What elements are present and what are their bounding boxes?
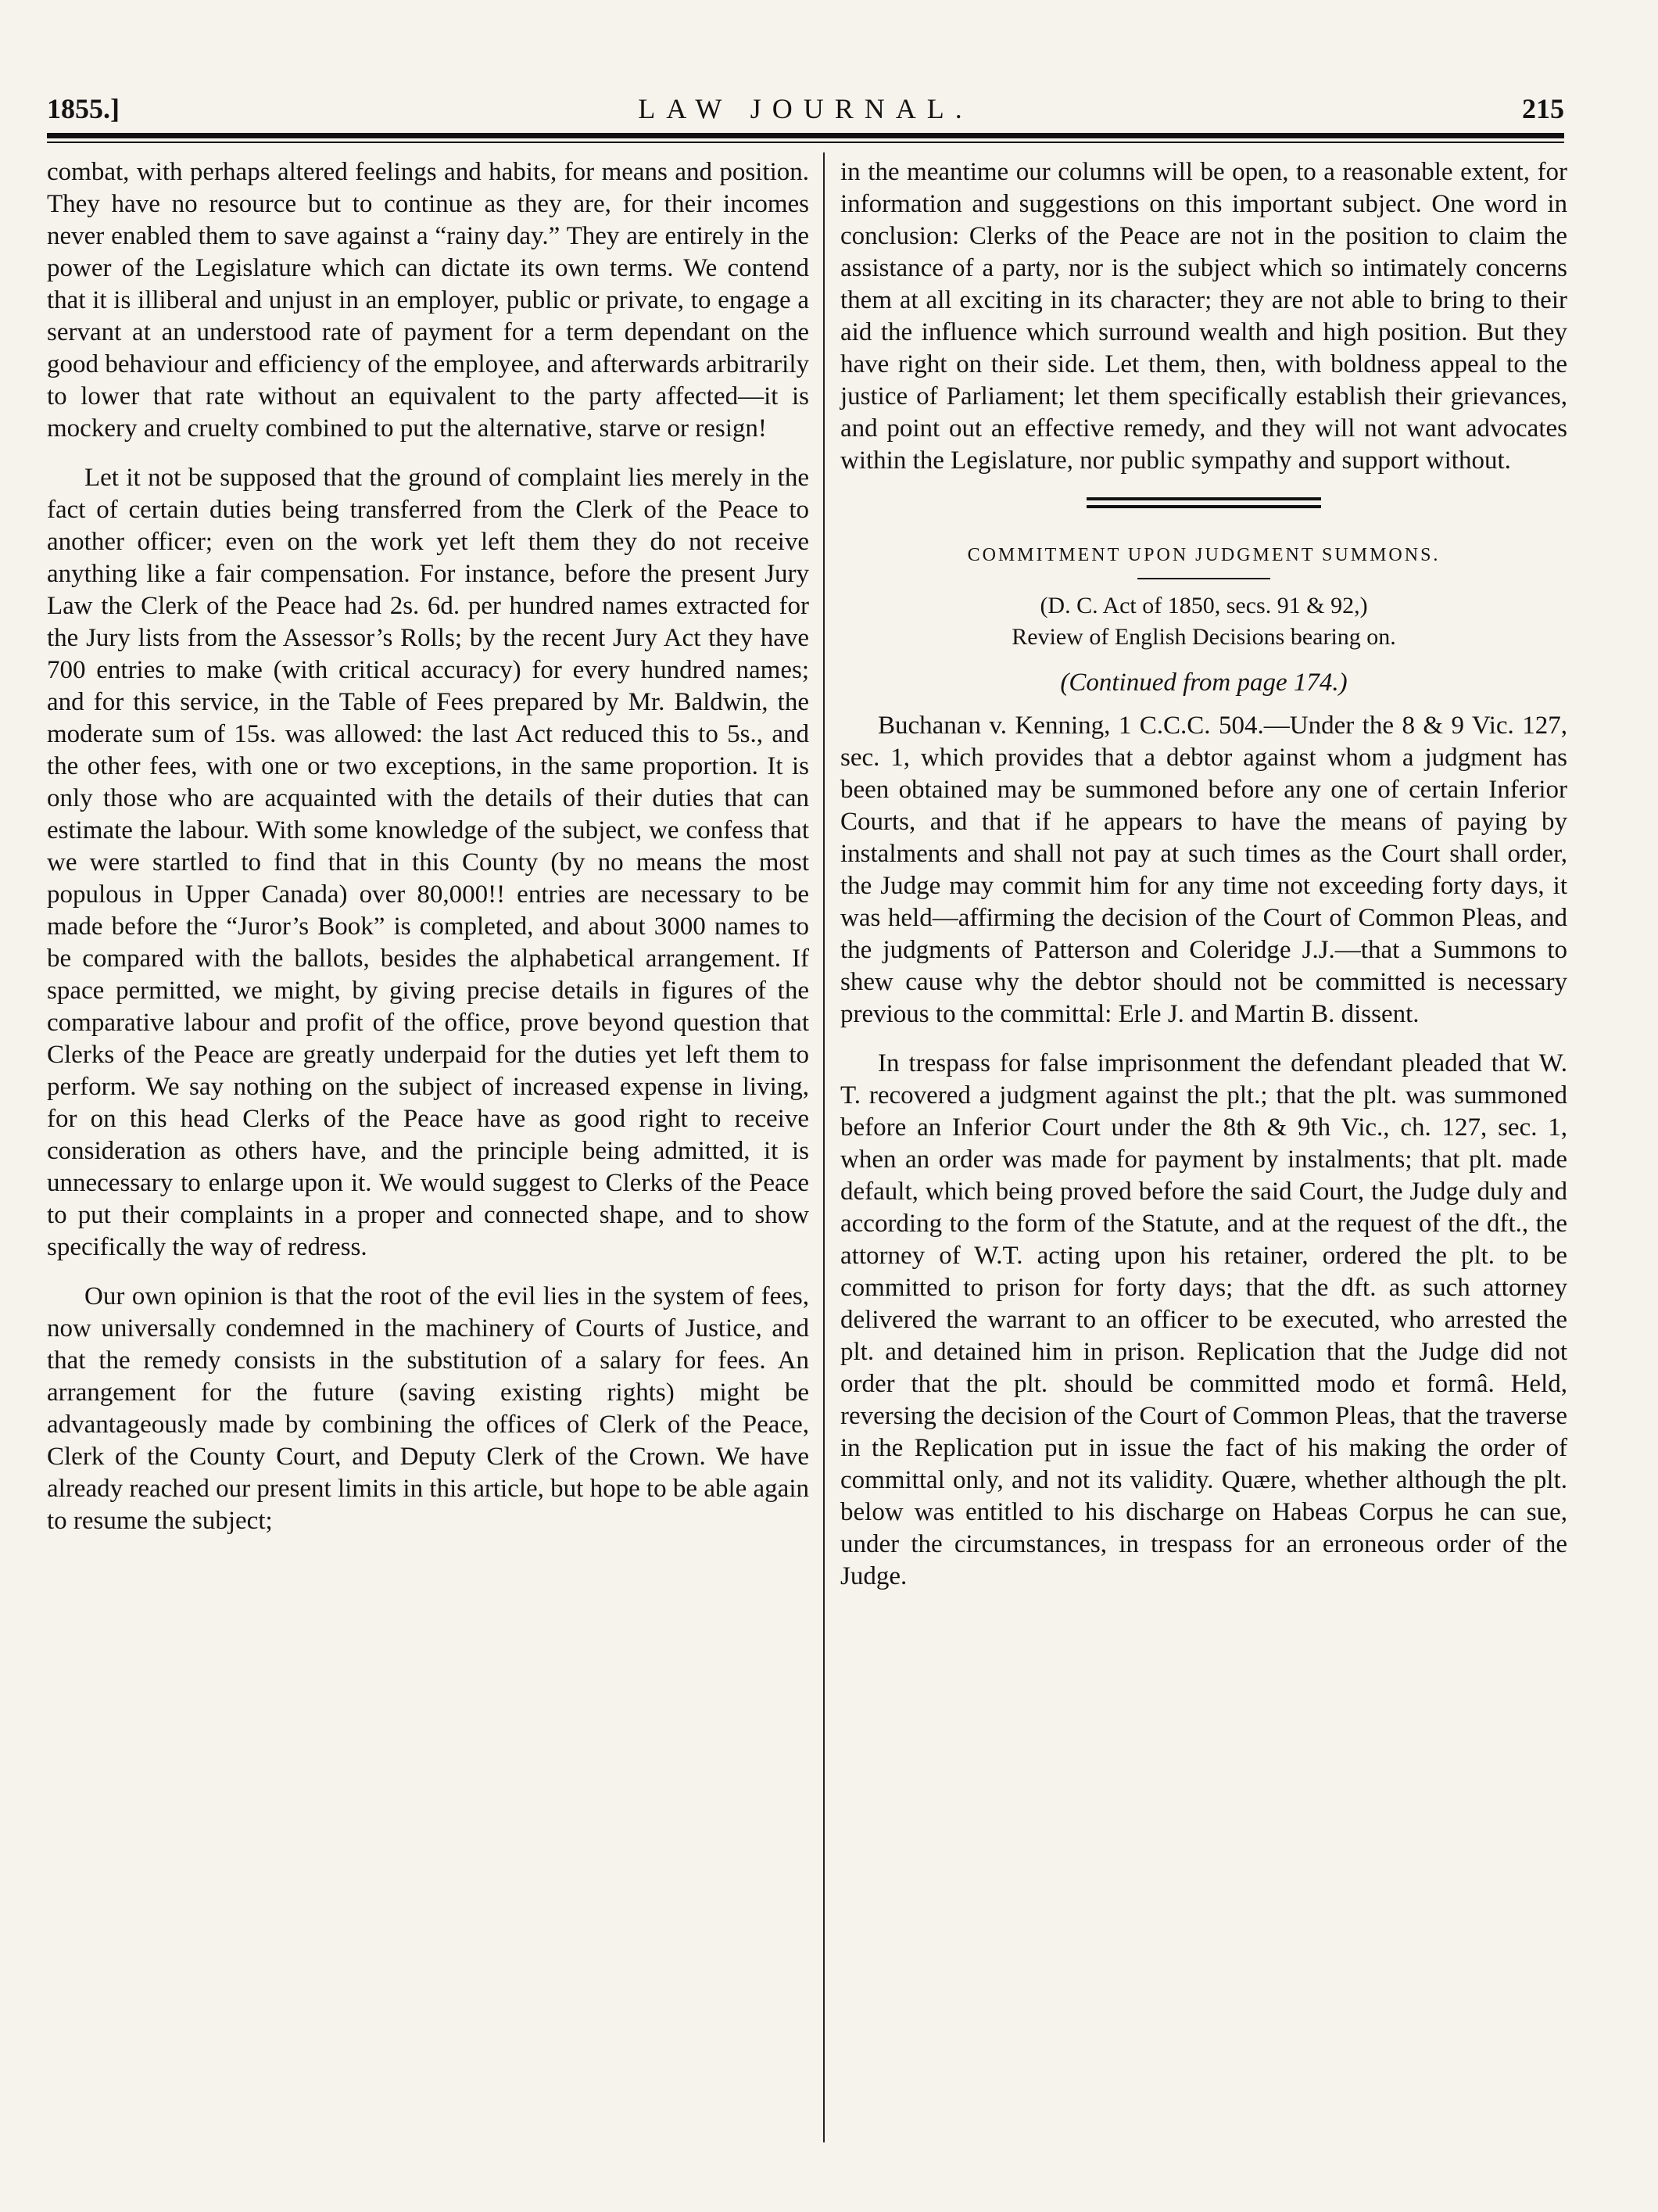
header-rule-thin xyxy=(47,142,1564,143)
section-title-rule xyxy=(1137,578,1270,579)
section-rule-1 xyxy=(1087,497,1321,500)
header-title: LAW JOURNAL. xyxy=(638,93,973,124)
left-paragraph-1: combat, with perhaps altered feelings and habits, for means and position. They have no resource but to continue as they are, for their incomes never enabled them to save against a “rainy day.” They are entirely in the power of the Legislature which can dictate its own terms. We contend that it is illiberal and unjust in an employer, public or private, to engage a servant at an understood rate of payment for a term dependant on the good behaviour and efficiency of the employee, and afterwards arbitrarily to lower that rate without an equivalent to the party affected—it is mockery and cruelty combined to put the alternative, starve or resign! xyxy=(47,158,809,443)
continued-note: (Continued from page 174.) xyxy=(1060,669,1348,697)
left-column xyxy=(47,156,809,1554)
header-rule-thick xyxy=(47,133,1564,138)
review-line: Review of English Decisions bearing on. xyxy=(1012,624,1396,650)
page-header xyxy=(47,86,1564,133)
right-column xyxy=(840,156,1567,1610)
case-paragraph-2: In trespass for false imprisonment the defendant pleaded that W. T. recovered a judgment against the plt.; that the plt. was summoned before an Inferior Court under the 8th & 9th Vic., ch. 127, sec. 1, when an order was made for payment by instalments; that plt. made default, which being proved before the said Court, the Judge duly and according to the form of the Statute, and at the request of the dft., the attorney of W.T. acting upon his retainer, ordered the plt. to be committed to prison for forty days; that the dft. as such attorney delivered the warrant to an officer to be executed, who arrested the plt. and detained him in prison. Replication that the Judge did not order that the plt. should be committed modo et formâ. Held, reversing the decision of the Court of Common Pleas, that the traverse in the Replication put in issue the fact of his making the order of committal only, and not its validity. Quære, whether although the plt. below was entitled to his discharge on Habeas Corpus he can sue, under the circumstances, in trespass for an erroneous order of the Judge. xyxy=(840,1049,1567,1590)
case-paragraph-1: Buchanan v. Kenning, 1 C.C.C. 504.—Under the 8 & 9 Vic. 127, sec. 1, which provides that a debtor against whom a judgment has been obtained may be summoned before any one of certain Inferior Courts, and that if he appears to have the means of paying by instalments and shall not pay at such times as the Court shall order, the Judge may commit him for any time not exceeding forty days, it was held—affirming the decision of the Court of Common Pleas, and the judgments of Patterson and Coleridge J.J.—that a Summons to shew cause why the debtor should not be committed is necessary previous to the committal: Erle J. and Martin B. dissent. xyxy=(840,712,1567,1028)
header-year: 1855.] xyxy=(47,93,120,124)
section-title: COMMITMENT UPON JUDGMENT SUMMONS. xyxy=(967,545,1441,565)
left-paragraph-3: Our own opinion is that the root of the evil lies in the system of fees, now universally condemned in the machinery of Courts of Justice, and that the remedy consists in the substitution of a salary for fees. An arrangement for the future (saving existing rights) might be advantageously made by combining the offices of Clerk of the Peace, Clerk of the County Court, and Deputy Clerk of the Crown. We have already reached our present limits in this article, but hope to be able again to resume the subject; xyxy=(47,1282,809,1535)
column-divider xyxy=(823,152,825,2142)
section-rule-2 xyxy=(1087,505,1321,508)
right-intro-paragraph: in the meantime our columns will be open, to a reasonable extent, for information and suggestions on this important subject. One word in conclusion: Clerks of the Peace are not in the position to claim the assistance of a party, nor is the subject which so intimately concerns them at all exciting in its character; they are not able to bring to their aid the influence which surround wealth and high position. But they have right on their side. Let them, then, with boldness appeal to the justice of Parliament; let them specifically establish their grievances, and point out an effective remedy, and they will not want advocates within the Legislature, nor public sympathy and support without. xyxy=(840,158,1567,475)
section-divider xyxy=(840,497,1567,508)
act-reference: (D. C. Act of 1850, secs. 91 & 92,) xyxy=(1040,593,1368,618)
header-page-number: 215 xyxy=(1522,93,1564,124)
left-paragraph-2: Let it not be supposed that the ground of complaint lies merely in the fact of certain duties being transferred from the Clerk of the Peace to another officer; even on the work yet left them they do not receive anything like a fair compensation. For instance, before the present Jury Law the Clerk of the Peace had 2s. 6d. per hundred names extracted for the Jury lists from the Assessor’s Rolls; by the recent Jury Act they have 700 entries to make (with critical accuracy) for every hundred names; and for this service, in the Table of Fees prepared by Mr. Baldwin, the moderate sum of 15s. was allowed: the last Act reduced this to 5s., and the other fees, with one or two exceptions, in the same proportion. It is only those who are acquainted with the details of their duties that can estimate the labour. With some knowledge of the subject, we confess that we were startled to find that in this County (by no means the most populous in Upper Canada) over 80,000!! entries are necessary to be made before the “Juror’s Book” is completed, and about 3000 names to be compared with the ballots, besides the alphabetical arrangement. If space permitted, we might, by giving precise details in figures of the comparative labour and profit of the office, prove beyond question that Clerks of the Peace are greatly underpaid for the duties yet left them to perform. We say nothing on the subject of increased expense in living, for on this head Clerks of the Peace have as good right to receive consideration as others have, and the principle being admitted, it is unnecessary to enlarge upon it. We would suggest to Clerks of the Peace to put their complaints in a proper and connected shape, and to show specifically the way of redress. xyxy=(47,464,809,1261)
